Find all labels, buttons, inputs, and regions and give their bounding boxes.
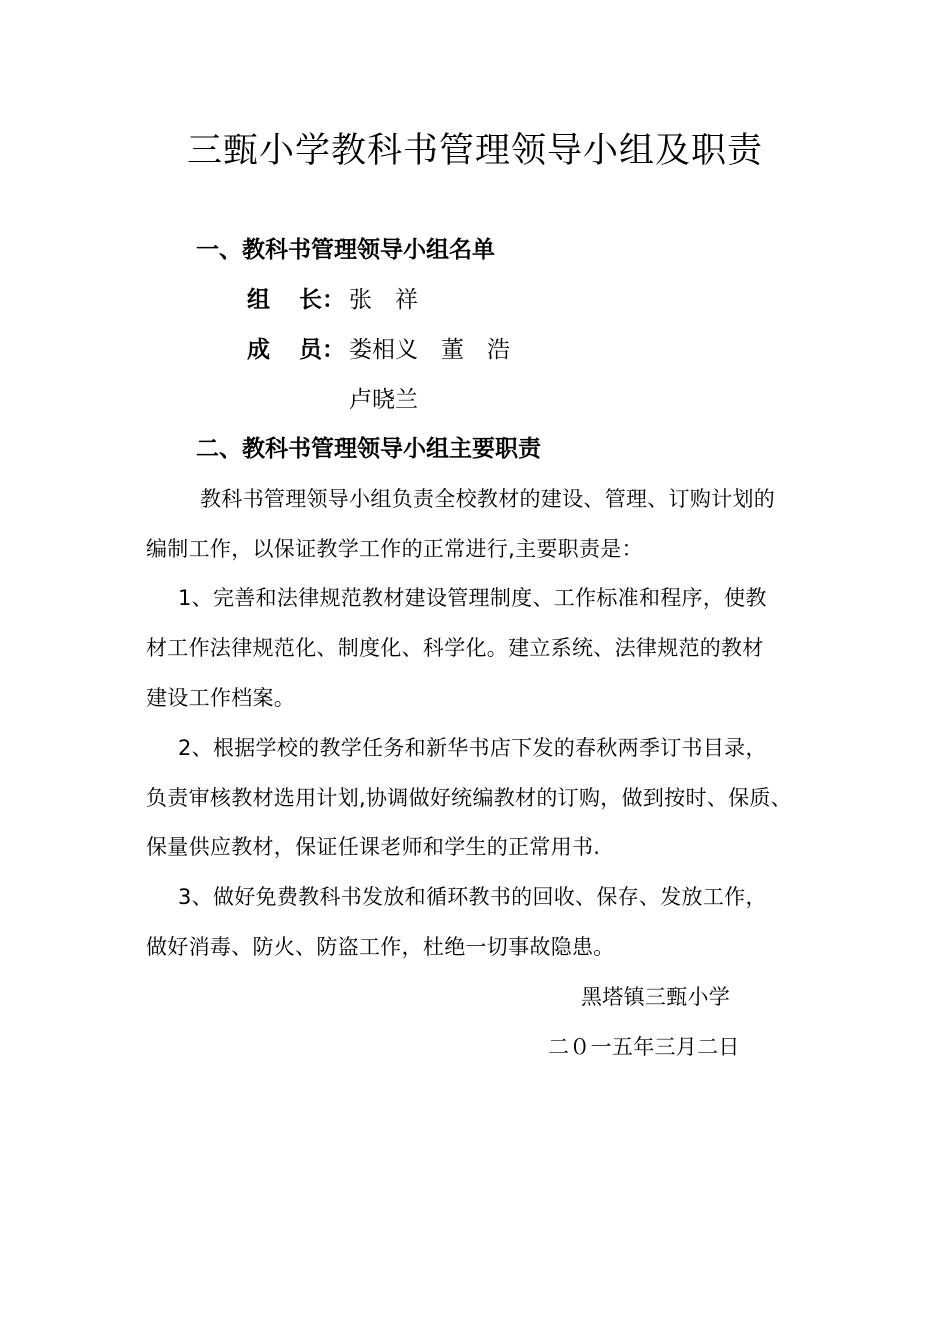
signature-organization: 黑塔镇三甄小学 bbox=[581, 985, 731, 1009]
members-label-char2: 员： bbox=[299, 337, 345, 363]
duty-item-1-line-3: 建设工作档案。 bbox=[146, 686, 296, 710]
duty-item-1-line-1: 1、完善和法律规范教材建设管理制度、工作标准和程序，使教 bbox=[178, 586, 767, 610]
members-label bbox=[247, 339, 349, 362]
leader-label bbox=[247, 289, 349, 312]
members-label-char1: 成 bbox=[247, 337, 270, 363]
signature-date: 二０一五年三月二日 bbox=[548, 1035, 740, 1059]
members-names-line1: 娄相义 董 浩 bbox=[349, 337, 510, 363]
page-title: 三甄小学教科书管理领导小组及职责 bbox=[186, 131, 763, 171]
leader-label-char2: 长： bbox=[299, 287, 345, 313]
members-row bbox=[247, 339, 510, 362]
section-heading-duties: 二、教科书管理领导小组主要职责 bbox=[196, 436, 541, 462]
duty-item-2-line-1: 2、根据学校的教学任务和新华书店下发的春秋两季订书目录， bbox=[178, 736, 767, 760]
leader-row bbox=[247, 289, 418, 312]
duty-item-3-line-2: 做好消毒、防火、防盗工作，杜绝一切事故隐患。 bbox=[146, 935, 615, 959]
leader-label-char1: 组 bbox=[247, 287, 270, 313]
intro-line-2: 编制工作，以保证教学工作的正常进行,主要职责是： bbox=[146, 537, 643, 561]
duty-item-1-line-2: 材工作法律规范化、制度化、科学化。建立系统、法律规范的教材 bbox=[146, 636, 764, 660]
members-names-line2: 卢晓兰 bbox=[349, 387, 418, 413]
duty-item-2-line-2: 负责审核教材选用计划,协调做好统编教材的订购，做到按时、保质、 bbox=[146, 786, 792, 810]
duty-item-2-line-3: 保量供应教材，保证任课老师和学生的正常用书. bbox=[146, 835, 601, 859]
intro-line-1: 教科书管理领导小组负责全校教材的建设、管理、订购计划的 bbox=[200, 487, 776, 511]
leader-name: 张 祥 bbox=[349, 287, 418, 313]
duty-item-3-line-1: 3、做好免费教科书发放和循环教书的回收、保存、发放工作， bbox=[178, 885, 767, 909]
section-heading-members: 一、教科书管理领导小组名单 bbox=[196, 237, 495, 263]
